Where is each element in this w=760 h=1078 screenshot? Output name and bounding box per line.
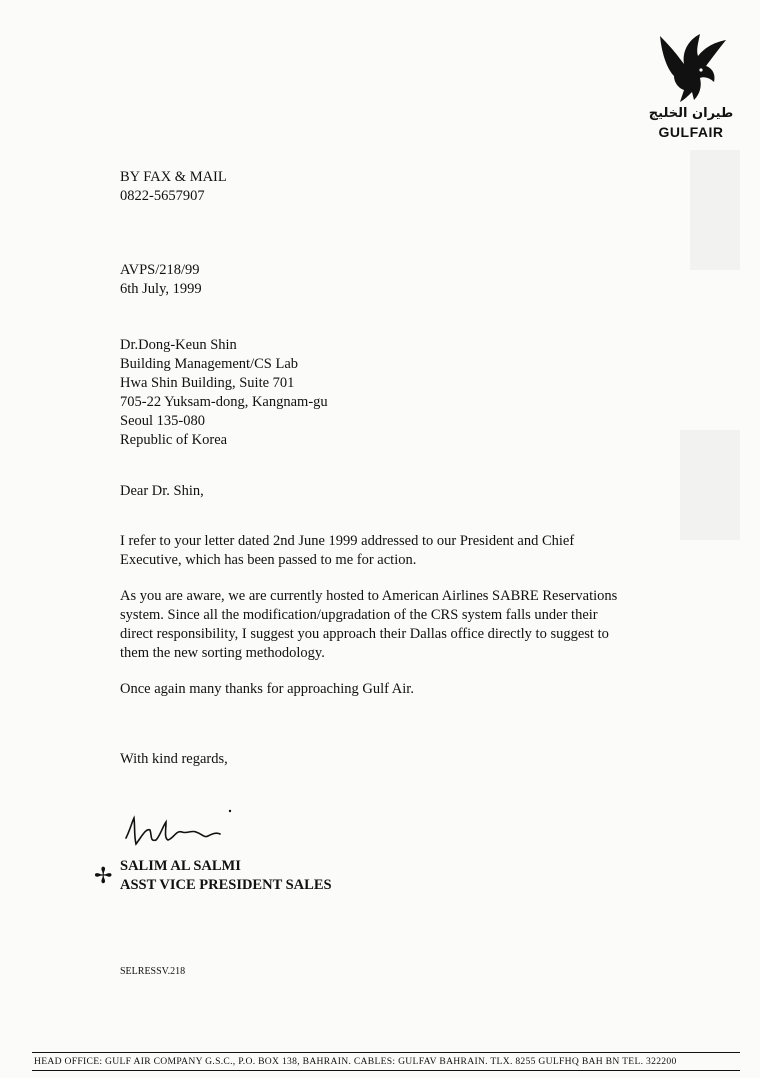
body-line: system. Since all the modification/upgradation of the CRS system falls under their bbox=[120, 607, 598, 623]
fax-number: 0822-5657907 bbox=[120, 188, 205, 204]
letter-date: 6th July, 1999 bbox=[120, 281, 202, 297]
footer-address: HEAD OFFICE: GULF AIR COMPANY G.S.C., P.O. BOX 138, BAHRAIN. CABLES: GULFAV BAHRAIN. TLX. 8255 GULFHQ BAH BN TEL. 322200 bbox=[34, 1056, 677, 1067]
delivery-method: BY FAX & MAIL bbox=[120, 169, 227, 185]
handwritten-mark: ✢ bbox=[94, 864, 113, 889]
gulf-air-logo bbox=[640, 30, 740, 140]
reference-code: AVPS/218/99 bbox=[120, 262, 200, 278]
recipient-address-line: Seoul 135-080 bbox=[120, 413, 205, 429]
body-paragraph bbox=[120, 532, 660, 570]
recipient-address-line: 705-22 Yuksam-dong, Kangnam-gu bbox=[120, 394, 328, 410]
footer-rule bbox=[32, 1052, 740, 1053]
scan-artifact bbox=[680, 430, 740, 540]
body-line: them the new sorting methodology. bbox=[120, 645, 325, 661]
file-reference: SELRESSV.218 bbox=[120, 966, 186, 977]
recipient-address-line: Hwa Shin Building, Suite 701 bbox=[120, 375, 295, 391]
handwritten-signature bbox=[122, 808, 242, 854]
salutation: Dear Dr. Shin, bbox=[120, 483, 204, 499]
body-line: As you are aware, we are currently hosted to American Airlines SABRE Reservations bbox=[120, 588, 618, 604]
scan-artifact bbox=[690, 150, 740, 270]
recipient-address-line: Building Management/CS Lab bbox=[120, 356, 299, 372]
body-line: Executive, which has been passed to me for action. bbox=[120, 552, 417, 568]
body-line: I refer to your letter dated 2nd June 1999 addressed to our President and Chief bbox=[120, 533, 575, 549]
body-paragraph bbox=[120, 680, 660, 699]
footer-rule bbox=[32, 1070, 740, 1071]
body-line: Once again many thanks for approaching Gulf Air. bbox=[120, 681, 414, 697]
recipient-name: Dr.Dong-Keun Shin bbox=[120, 337, 237, 353]
recipient-country: Republic of Korea bbox=[120, 432, 228, 448]
brand-name: GULFAIR bbox=[658, 124, 724, 140]
body-paragraph bbox=[120, 587, 660, 663]
falcon-icon bbox=[654, 30, 730, 106]
signer-title: ASST VICE PRESIDENT SALES bbox=[120, 877, 332, 893]
closing: With kind regards, bbox=[120, 751, 228, 767]
arabic-brand-name: طيران الخليج bbox=[648, 106, 734, 121]
signer-name: SALIM AL SALMI bbox=[120, 858, 241, 874]
body-line: direct responsibility, I suggest you approach their Dallas office directly to suggest to bbox=[120, 626, 609, 642]
